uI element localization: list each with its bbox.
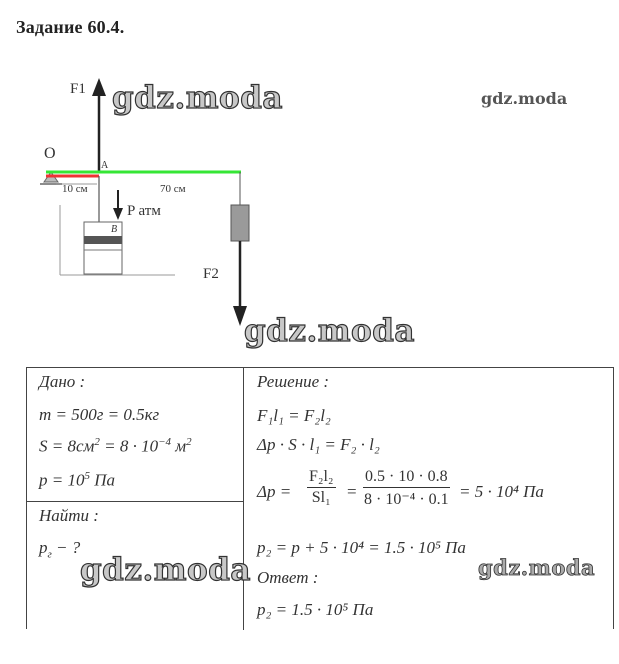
given-header: Дано : [39, 372, 86, 391]
label-o: O [44, 145, 56, 162]
label-f1: F1 [70, 81, 86, 97]
given-area [39, 436, 192, 457]
watermark: gdz.moda [112, 80, 283, 116]
solution-eq3-frac2 [363, 468, 450, 509]
solution-eq3-result: = 5 · 10⁴ Па [459, 482, 544, 501]
solution-eq4: p₂ = p + 5 · 10⁴ = 1.5 · 10⁵ Па [257, 538, 466, 557]
given-area-exp2: −4 [158, 436, 172, 448]
find-item-rest: − ? [51, 538, 81, 557]
given-pressure-lhs: p = 10 [39, 470, 85, 490]
solution-eq1: F₁l₁ = F₂l₂ [257, 406, 331, 425]
given-area-exp3: 2 [186, 436, 192, 448]
frac2-numerator: 0.5 · 10 · 0.8 [363, 468, 450, 488]
given-section [27, 368, 243, 502]
find-item-sub: г [47, 548, 52, 561]
given-area-unit: м [171, 436, 187, 456]
solution-eq2: Δp · S · l₁ = F₂ · l₂ [257, 435, 380, 454]
find-item [39, 538, 80, 560]
label-a: A [101, 160, 109, 171]
label-f2: F2 [203, 266, 219, 282]
watermark: gdz.moda [244, 313, 415, 349]
label-patm: P атм [127, 203, 161, 219]
watermark: gdz.moda [478, 555, 596, 580]
given-area-exp: 2 [94, 436, 100, 448]
given-area-lhs: S = 8см [39, 436, 95, 456]
solution-eq3-eq: = [347, 482, 357, 501]
watermark: gdz.moda [80, 552, 251, 588]
label-b: B [111, 224, 118, 235]
label-10cm: 10 см [62, 183, 88, 195]
solution-header: Решение : [257, 372, 330, 391]
find-item-var: p [39, 538, 48, 557]
patm-arrow-head [113, 208, 123, 220]
task-title: Задание 60.4. [16, 17, 125, 37]
given-pressure-exp: 5 [84, 470, 90, 482]
given-area-mid: = 8 · 10 [99, 436, 159, 456]
solution-eq3-frac1 [307, 468, 336, 507]
find-header: Найти : [39, 506, 99, 525]
given-pressure-unit: Па [89, 470, 116, 490]
f1-arrow-head [92, 78, 106, 96]
solution-table [26, 367, 614, 629]
piston [84, 236, 122, 244]
frac2-denominator: 8 · 10⁻⁴ · 0.1 [363, 491, 449, 508]
frac1-numerator: F₂l₂ [307, 468, 336, 488]
label-70cm: 70 см [160, 183, 186, 195]
given-pressure [39, 470, 115, 491]
answer-value: p₂ = 1.5 · 10⁵ Па [257, 600, 374, 619]
answer-header: Ответ : [257, 568, 319, 587]
given-column [27, 368, 244, 630]
watermark: gdz.moda [481, 89, 568, 108]
frac1-denominator: Sl₁ [311, 489, 331, 506]
weight-block [231, 205, 249, 241]
solution-eq3-lhs: Δp = [257, 482, 292, 501]
given-mass: m = 500г = 0.5кг [39, 405, 160, 424]
